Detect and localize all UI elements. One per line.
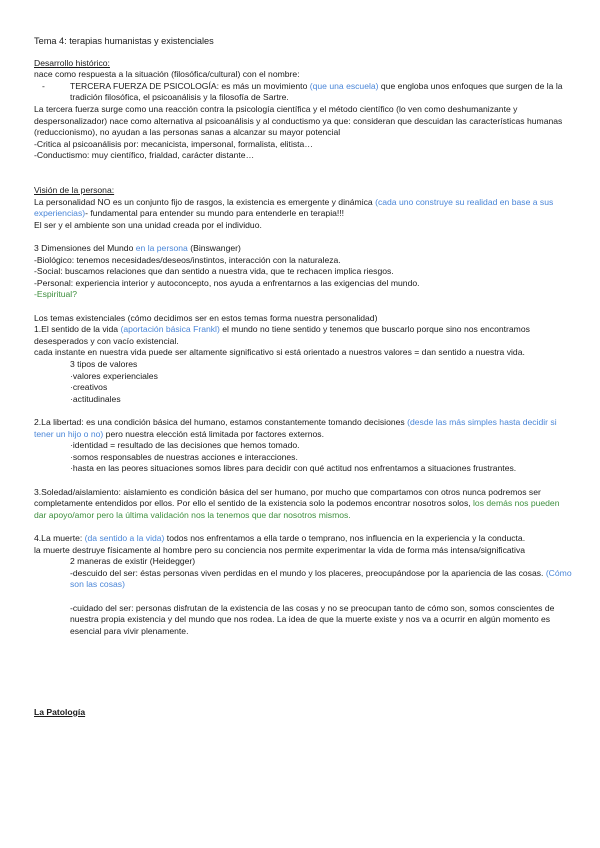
tema-muerte-detalle: la muerte destruye físicamente al hombre pero su conciencia nos permite experimentar la vida de forma más intensa/significativa	[34, 544, 526, 555]
historico-paragraph: La tercera fuerza surge como una reacción contra la psicología científica y el método científico (lo ven como deshumanizante y despersonalizador) nace como alternativa al psicoanálisis y al conductismo ya que: consideran que descuidan las características humanas (reduccionismo), no ayudan a las personas sanas a alcanzar su mayor potencial	[34, 103, 563, 138]
section-heading-historico: Desarrollo histórico:	[34, 57, 110, 68]
list-item: ·creativos	[70, 382, 108, 393]
dimension-espiritual: -Espiritual?	[34, 289, 77, 300]
list-item: -descuido del ser: éstas personas viven perdidas en el mundo y los placeres, preocupándose por la apariencia de las cosas. (Cómo son las cosas)	[70, 567, 572, 590]
list-item: ·actitudinales	[70, 393, 121, 404]
vision-line-2: El ser y el ambiente son una unidad creada por el individuo.	[34, 219, 262, 230]
document-page	[34, 36, 574, 718]
tema-soledad: 3.Soledad/aislamiento: aislamiento es condición básica del ser humano, por mucho que compartamos con otros nunca podremos ser completamente entendidos por ellos. Por ello el sentido de la existencia solo la podemos encontrar nosotros solos, los demás nos pueden dar apoyo/amor pero la última validación nos la tenemos que dar nosotros mismos.	[34, 486, 560, 520]
list-item: ·hasta en las peores situaciones somos libres para decidir con qué actitud nos enfrentamos a situaciones frustrantes.	[70, 463, 517, 474]
list-item: ·identidad = resultado de las decisiones que hemos tomado.	[70, 440, 300, 451]
historico-critica-conductismo: -Conductismo: muy científico, frialdad, carácter distante…	[34, 150, 255, 161]
historico-bullet-text: TERCERA FUERZA DE PSICOLOGÍA: es más un movimiento (que una escuela) que engloba unos enfoques que surgen de la la tradición filosófica, el psicoanálisis y la filosofía de Sartre.	[70, 80, 563, 103]
dimension-personal: -Personal: experiencia interior y autoconcepto, nos ayuda a enfrentarnos a las exigencias del mundo.	[34, 277, 420, 288]
list-item: -cuidado del ser: personas disfrutan de la existencia de las cosas y no se preocupan tanto de cómo son, somos conscientes de nuestra propia existencia y del mundo que nos rodea. La idea de que la muerte existe y nos va a ocurrir en algún momento es esencial para vivir plenamente.	[70, 602, 555, 636]
valores-list	[34, 359, 574, 405]
valores-title: 3 tipos de valores	[70, 359, 138, 370]
tema-sentido-vida: 1.El sentido de la vida (aportación básica Frankl) el mundo no tiene sentido y tenemos que buscarlo porque sino nos encontramos desesperados y con vacío existencial.	[34, 324, 530, 346]
section-heading-patologia: La Patología	[34, 706, 86, 717]
maneras-title: 2 maneras de existir (Heidegger)	[70, 556, 196, 567]
tema-libertad: 2.La libertad: es una condición básica del humano, estamos constantemente tomando decisiones (desde las más simples hasta decidir si tener un hijo o no) pero nuestra elección está limitada por factores externos.	[34, 417, 557, 439]
tema-sentido-detalle: cada instante en nuestra vida puede ser altamente significativo si está orientado a nuestros valores = dan sentido a nuestra vida.	[34, 347, 525, 358]
historico-bullet	[34, 81, 574, 104]
list-item: ·valores experienciales	[70, 370, 158, 381]
historico-intro: nace como respuesta a la situación (filosófica/cultural) con el nombre:	[34, 69, 300, 80]
tema-muerte: 4.La muerte: (da sentido a la vida) todos nos enfrentamos a ella tarde o temprano, nos influencia en la experiencia y la conducta.	[34, 532, 526, 543]
section-heading-vision: Visión de la persona:	[34, 185, 115, 196]
dimensiones-heading: 3 Dimensiones del Mundo en la persona (Binswanger)	[34, 243, 241, 254]
page-title: Tema 4: terapias humanistas y existenciales	[34, 36, 214, 46]
temas-intro: Los temas existenciales (cómo decidimos ser en estos temas forma nuestra personalidad)	[34, 312, 378, 323]
dimension-biologico: -Biológico: tenemos necesidades/deseos/instintos, interacción con la naturaleza.	[34, 254, 341, 265]
libertad-list	[34, 440, 574, 475]
vision-paragraph: La personalidad NO es un conjunto fijo de rasgos, la existencia es emergente y dinámica (cada uno construye su realidad en base a sus experiencias)- fundamental para entender su mundo para entenderle en terapia!!!	[34, 196, 554, 219]
maneras-list	[34, 556, 574, 637]
historico-critica-psicoanalisis: -Critica al psicoanálisis por: mecanicista, impersonal, formalista, elitista…	[34, 138, 313, 149]
dimension-social: -Social: buscamos relaciones que dan sentido a nuestra vida, que te rechacen implica riesgos.	[34, 266, 394, 277]
bullet-dash: -	[42, 80, 45, 91]
list-item: ·somos responsables de nuestras acciones e interacciones.	[70, 451, 298, 462]
